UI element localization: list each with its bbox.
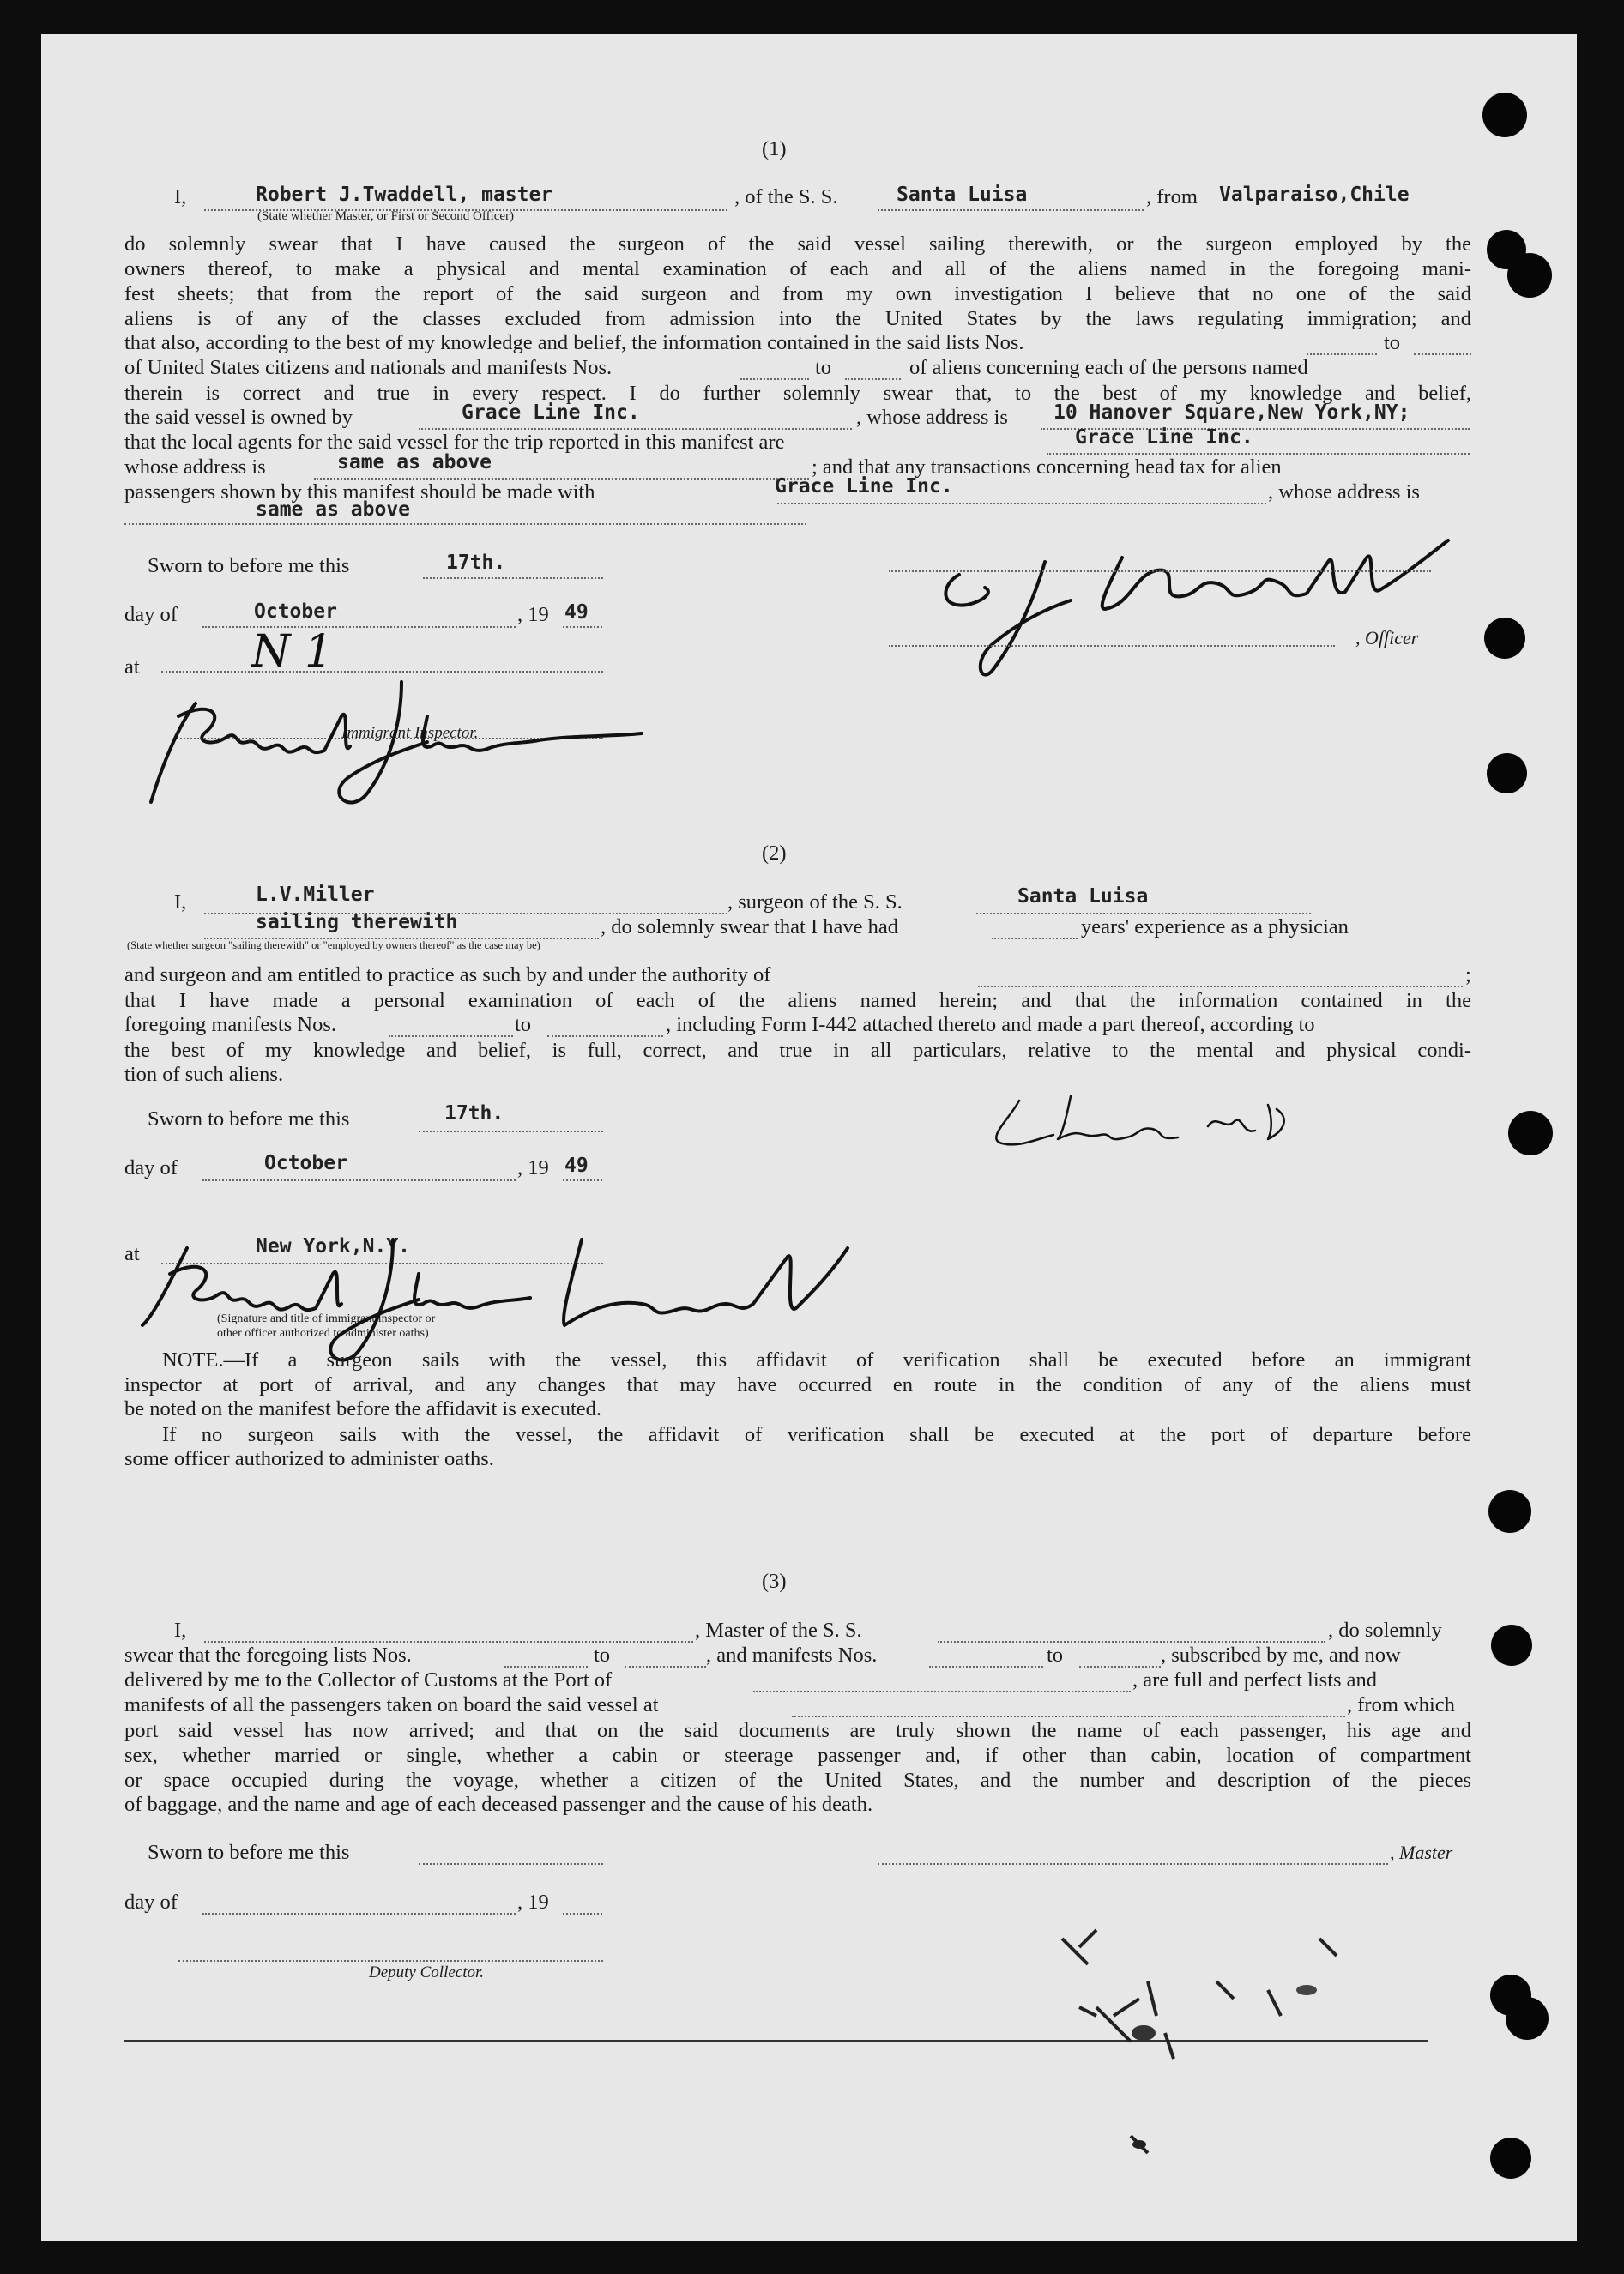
s2-body-line: tion of such aliens.	[124, 1063, 284, 1086]
s1-sworn-line	[423, 577, 603, 579]
s3-month-line	[202, 1913, 516, 1915]
s3-subscribed: , subscribed by me, and now	[1161, 1644, 1401, 1667]
s1-role-caption: (State whether Master, or First or Second Officer)	[257, 209, 515, 223]
manifest-affidavit-page	[41, 34, 1577, 2241]
note-2	[124, 1422, 1471, 1447]
s1-to: to	[1384, 331, 1401, 354]
s3-to-2: to	[1047, 1644, 1064, 1667]
s2-body-line: the best of my knowledge and belief, is full, correct, and true in all particulars, relative to the mental and physical condi-	[124, 1039, 1471, 1062]
note	[124, 1348, 1471, 1397]
s2-manifests-to	[547, 1035, 663, 1037]
s1-body-line: do solemnly swear that I have caused the surgeon of the said vessel sailing therewith, or the surgeon employed by the	[124, 232, 1471, 256]
s1-year-prefix: , 19	[517, 603, 549, 626]
punch-hole	[1491, 1625, 1532, 1666]
s2-i: I,	[174, 890, 187, 914]
s1-body-line: owners thereof, to make a physical and mental examination of each and all of the aliens named in the foregoing mani-	[124, 257, 1471, 280]
s2-month-line	[202, 1179, 516, 1181]
s3-year-line	[563, 1913, 602, 1915]
s2-caption: (State whether surgeon "sailing therewith" or "employed by owners thereof" as the case may be)	[127, 939, 540, 951]
s3-deputy: Deputy Collector.	[369, 1963, 485, 1981]
s1-agents-line	[1047, 453, 1470, 455]
s1-whose-address-is: , whose address is	[856, 406, 1008, 429]
s3-do-solemnly: , do solemnly	[1328, 1619, 1442, 1642]
s3-port-line	[753, 1691, 1131, 1692]
s2-day-of: day of	[124, 1156, 178, 1179]
s3-lists-to	[625, 1666, 706, 1668]
note-line: NOTE.—If a surgeon sails with the vessel, this affidavit of verification shall be executed before an immigrant	[162, 1348, 1471, 1372]
section-3-number: (3)	[762, 1570, 787, 1593]
note-line: be noted on the manifest before the affidavit is executed.	[124, 1397, 602, 1420]
s2-sworn-line	[419, 1131, 603, 1132]
s1-month: October	[254, 600, 337, 623]
punch-hole	[1487, 753, 1527, 793]
punch-hole	[1488, 1490, 1531, 1533]
s3-swear-lists: swear that the foregoing lists Nos.	[124, 1644, 412, 1667]
s1-from-port: Valparaiso,Chile	[1219, 184, 1410, 206]
s1-to-2: to	[815, 356, 832, 379]
s2-sig-caption-2: other officer authorized to administer oaths)	[217, 1327, 429, 1340]
s3-delivered: delivered by me to the Collector of Customs at the Port of	[124, 1668, 613, 1692]
s1-owned-by: the said vessel is owned by	[124, 406, 353, 429]
s2-foregoing: foregoing manifests Nos.	[124, 1013, 336, 1036]
s1-month-line	[202, 626, 516, 628]
note-line: some officer authorized to administer oaths.	[124, 1447, 494, 1470]
s1-officer-sig-line	[889, 570, 1431, 572]
s3-body-line: of baggage, and the name and age of each deceased passenger and the cause of his death.	[124, 1793, 873, 1816]
s2-month: October	[264, 1152, 347, 1174]
s2-year-line	[563, 1179, 602, 1181]
s3-manifests-all: manifests of all the passengers taken on board the said vessel at	[124, 1693, 659, 1716]
s1-year-suffix: 49	[564, 601, 589, 624]
note-line: inspector at port of arrival, and any changes that may have occurred en route in the condition of any of the aliens must	[124, 1373, 1471, 1396]
s2-year-prefix: , 19	[517, 1156, 549, 1179]
punch-hole	[1507, 253, 1552, 298]
s1-officer: , Officer	[1355, 627, 1419, 648]
s3-body	[124, 1718, 1471, 1793]
s2-inspector-signature	[136, 1222, 908, 1368]
s3-i: I,	[174, 1619, 187, 1642]
s1-vessel-line	[878, 209, 1144, 211]
s3-year-prefix: , 19	[517, 1891, 549, 1914]
s2-body	[124, 988, 1471, 1013]
section-2-number: (2)	[762, 841, 787, 865]
punch-hole	[1484, 618, 1525, 659]
punch-hole	[1482, 93, 1527, 137]
s1-sworn-day: 17th.	[446, 552, 506, 574]
s3-body-line: sex, whether married or single, whether a cabin or steerage passenger and, if other than cabin, location of compartment	[124, 1744, 1471, 1767]
s1-from-label: , from	[1146, 185, 1198, 208]
s3-sworn-line	[419, 1863, 603, 1865]
s1-officer-line	[889, 645, 1335, 647]
punch-hole	[1490, 2138, 1531, 2179]
s3-manifests-from	[929, 1666, 1043, 1668]
s3-vessel-line	[938, 1641, 1325, 1643]
s2-surgeon-name: L.V.Miller	[256, 884, 375, 906]
s1-body-line: of United States citizens and nationals and manifests Nos.	[124, 356, 613, 379]
s1-manifests-to	[845, 378, 901, 380]
s1-agents-address-line	[314, 478, 809, 480]
s2-vessel-line	[976, 913, 1311, 914]
s3-master-sig-line	[878, 1863, 1388, 1865]
s1-tax-agent: Grace Line Inc.	[775, 475, 953, 498]
s1-tax-agent-address: same as above	[256, 498, 411, 521]
s1-i: I,	[174, 185, 187, 208]
s2-body-line: that I have made a personal examination of each of the aliens named herein; and that the information contained in the	[124, 989, 1471, 1012]
s1-whose-address: whose address is	[124, 455, 266, 479]
s3-lists-from	[504, 1666, 588, 1668]
s1-body-line: that also, according to the best of my knowledge and belief, the information contained in the said lists Nos.	[124, 331, 1024, 354]
s2-authority: and surgeon and am entitled to practice as such by and under the authority of	[124, 963, 771, 986]
s1-lists-from	[1307, 353, 1377, 355]
s2-surgeon-of: , surgeon of the S. S.	[727, 890, 903, 914]
s1-owner: Grace Line Inc.	[462, 401, 640, 424]
s1-lists-to	[1414, 353, 1471, 355]
s1-body	[124, 232, 1471, 331]
s1-vessel: Santa Luisa	[897, 184, 1028, 206]
s1-agents-address: same as above	[337, 451, 492, 473]
s1-officer-signature	[899, 515, 1482, 686]
s3-master-of: , Master of the S. S.	[695, 1619, 862, 1642]
s1-owner-line	[419, 428, 852, 430]
s2-body-2	[124, 1038, 1471, 1063]
s1-passengers-shown: passengers shown by this manifest should be made with	[124, 480, 595, 504]
s2-year-suffix: 49	[564, 1155, 589, 1177]
s3-from-which: , from which	[1347, 1693, 1455, 1716]
s3-and-manifests: , and manifests Nos.	[706, 1644, 878, 1667]
s2-vessel: Santa Luisa	[1017, 885, 1149, 908]
s1-local-agents: that the local agents for the said vessel for the trip reported in this manifest are	[124, 431, 785, 454]
s3-manifests-to	[1079, 1666, 1161, 1668]
s1-body-line: aliens is of any of the classes excluded from admission into the United States by the laws regulating immigration; and	[124, 307, 1471, 330]
s3-master: , Master	[1390, 1842, 1453, 1863]
s3-full-perfect: , are full and perfect lists and	[1132, 1668, 1378, 1692]
s3-body-line: or space occupied during the voyage, whether a citizen of the United States, and the number and description of the pieces	[124, 1769, 1471, 1792]
s1-manifests-from	[740, 378, 809, 380]
s1-sworn: Sworn to before me this	[148, 554, 350, 577]
s1-at: at	[124, 655, 140, 679]
s2-surgeon-signature	[976, 1079, 1337, 1173]
s3-sworn: Sworn to before me this	[148, 1841, 350, 1864]
s3-body-line: port said vessel has now arrived; and that on the said documents are truly shown the name of each passenger, his age and	[124, 1719, 1471, 1742]
s2-to: to	[515, 1013, 532, 1036]
s3-day-of: day of	[124, 1891, 178, 1914]
s1-at-place: N 1	[251, 626, 334, 678]
s3-embark-line	[792, 1716, 1345, 1717]
s2-including: , including Form I-442 attached thereto and made a part thereof, according to	[666, 1013, 1315, 1036]
s2-at: at	[124, 1242, 140, 1265]
s1-tax-address-line	[124, 523, 806, 525]
s1-agents: Grace Line Inc.	[1075, 426, 1253, 449]
s1-day-of: day of	[124, 603, 178, 626]
ink-smudges	[1045, 1904, 1371, 2213]
s1-of-the-ss: , of the S. S.	[734, 185, 838, 208]
punch-hole	[1506, 1997, 1549, 2040]
s3-deputy-line	[178, 1960, 603, 1962]
s1-inspector: Immigrant Inspector.	[341, 724, 479, 742]
s2-years-line	[992, 938, 1078, 939]
s2-sworn: Sworn to before me this	[148, 1107, 350, 1131]
s1-head-tax: ; and that any transactions concerning head tax for alien	[812, 455, 1282, 479]
s1-whose-address-is-2: , whose address is	[1268, 480, 1420, 504]
s1-inspector-signature	[144, 665, 676, 811]
s1-year-line	[563, 626, 602, 628]
s1-body-line: fest sheets; that from the report of the said surgeon and from my own investigation I believe that no one of the said	[124, 282, 1471, 305]
s2-sig-caption-1: (Signature and title of immigrant inspector or	[217, 1312, 436, 1325]
s2-sailing: sailing therewith	[256, 911, 458, 933]
s1-owner-address: 10 Hanover Square,New York,NY;	[1053, 401, 1410, 424]
s1-of-aliens: of aliens concerning each of the persons named	[909, 356, 1308, 379]
punch-hole	[1508, 1111, 1553, 1155]
s2-sworn-day: 17th.	[444, 1102, 504, 1125]
note-line: If no surgeon sails with the vessel, the affidavit of verification shall be executed at the port of departure before	[162, 1423, 1471, 1446]
section-1-number: (1)	[762, 137, 787, 160]
s1-body-line: therein is correct and true in every respect. I do further solemnly swear that, to the best of my knowledge and belief,	[124, 382, 1471, 405]
s2-semicolon: ;	[1465, 963, 1471, 986]
s3-master-line	[204, 1641, 693, 1643]
s2-authority-line	[978, 986, 1463, 987]
s3-to: to	[594, 1644, 611, 1667]
s2-do-solemnly: , do solemnly swear that I have had	[601, 915, 898, 938]
s2-years: years' experience as a physician	[1081, 915, 1349, 938]
s1-tax-agent-line	[777, 503, 1266, 504]
s1-master-name: Robert J.Twaddell, master	[256, 184, 553, 206]
s2-manifests-from	[389, 1035, 513, 1037]
s2-at-place: New York,N.Y.	[256, 1235, 411, 1258]
